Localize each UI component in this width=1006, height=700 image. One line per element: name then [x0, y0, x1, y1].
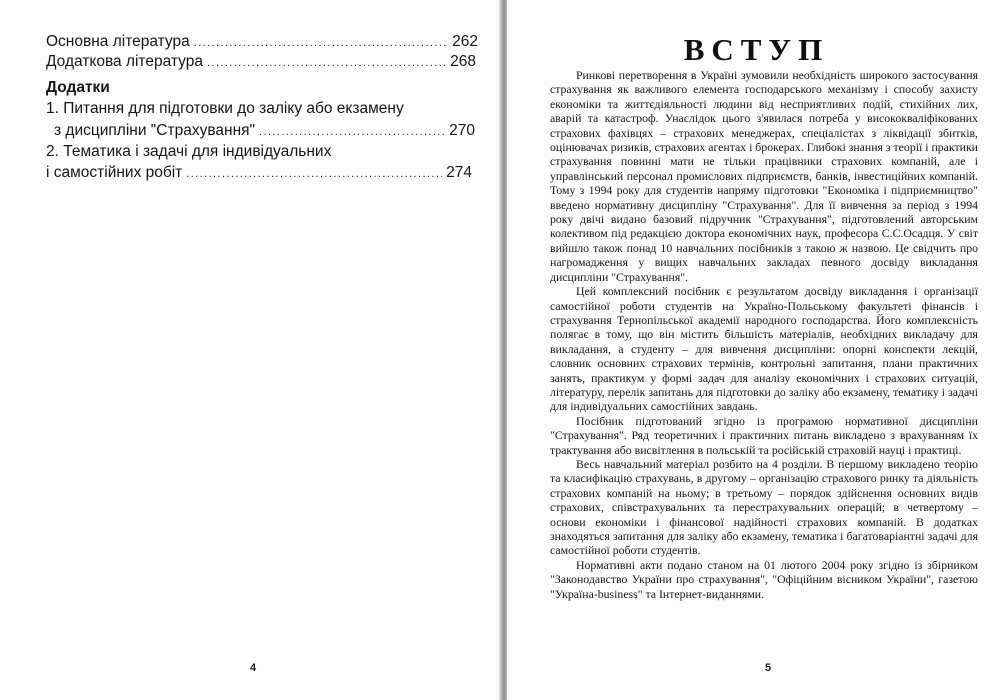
paragraph: Цей комплексний посібник є результатом досвіду викладання і організації самостійної роботи студентів на Україно-Польському факультеті фінансів і страхування Тернопільської академії народного господарства. Його комплексність полягає в тому, що він містить більшість матеріалів, необхідних викладачу для викладання, а студенту – для вивчення дисципліни: опорні конспекти лекцій, словник основних страхових термінів, контрольні запитання, плани практичних занять, практикум у формі задач для аналізу економічних і страхових ситуацій, літературу, перелік запитань для підготовки до заліку або екзамену, тематику і задачі для індивідуальних самостійних завдань. [550, 284, 978, 414]
toc-appendix-1-line1: 1. Питання для підготовки до заліку або екзамену [46, 100, 404, 117]
toc-entry-main-literature [46, 32, 478, 53]
left-page-number: 4 [250, 662, 257, 674]
toc-appendix-heading: Додатки [46, 79, 110, 96]
toc-entry-label: Основна література [46, 33, 190, 50]
toc-dot-leader [194, 33, 448, 53]
page-title: ВСТУП [683, 32, 830, 67]
toc-entry-page: 268 [450, 53, 476, 70]
toc-appendix-1 [54, 121, 475, 142]
toc-entry-label: Додаткова література [46, 53, 203, 70]
toc-entry-label: і самостійних робіт [46, 164, 183, 181]
toc-appendix-2-line1: 2. Тематика і задачі для індивідуальних [46, 143, 332, 160]
toc-entry-additional-literature [46, 52, 476, 73]
paragraph: Ринкові перетворення в Україні зумовили необхідність широкого застосування страхування як важливого елемента господарського механізму і способу захисту економіки та життєдіяльності людини від несприятливих подій, стихійних лих, аварій та катастроф. Унаслідок цього з'явилася потреба у висококваліфікованих страхових фахівцях – страхових менеджерах, спеціалістах з ліквідації збитків, оцінювачах ризиків, страхових агентах і брокерах. Глибокі знання з теорії і практики страхування повинні мати не тільки працівники страхових компаній, але і управлінський персонал промислових підприємств, банків, інвестиційних компаній. Тому з 1994 року для студентів напряму підготовки "Економіка і підприємництво" введено нормативну дисципліну "Страхування". Для її вивчення за період з 1994 року двічі видано базовий підручник "Страхування", підготовлений авторським колективом під редакцією доктора економічних наук, професора С.С.Осадця. У світ вийшло також понад 10 навчальних посібників з такою ж назвою. Це свідчить про нагромадження у вищих навчальних закладах певного досвіду викладання дисципліни "Страхування". [550, 68, 978, 284]
paragraph: Весь навчальний матеріал розбито на 4 розділи. В першому викладено теорію та класифікацію страхувань, в другому – організацію страхового ринку та діяльність страхових компаній на ньому; в третьому – порядок здійснення основних видів страхових, співстрахувальних та перестрахувальних операцій; в четвертому – основи економіки і фінансової надійності страхових компаній. В додатках знаходяться запитання для заліку або екзамену, тематика і багатоваріантні задачі для самостійної роботи студентів. [550, 456, 978, 558]
toc-dot-leader [186, 164, 442, 184]
toc-dot-leader [207, 53, 446, 73]
toc-dot-leader [259, 122, 445, 142]
right-page-number: 5 [765, 662, 772, 674]
paragraph: Нормативні акти подано станом на 01 лютого 2004 року згідно із збірником "Законодавство України про страхування", "Офіційним вісником України", газетою "Україна-business" та Інтернет-виданнями. [550, 557, 978, 601]
toc-entry-label: з дисципліни "Страхування" [54, 122, 256, 139]
toc-entry-page: 262 [452, 33, 478, 50]
toc-entry-page: 270 [449, 122, 475, 139]
left-page [0, 0, 501, 700]
paragraph: Посібник підготований згідно із програмою нормативної дисципліни "Страхування". Ряд теоретичних і практичних питань викладено з врахуванням їх трактування або висвітлення в польській та російській страховій науці і практиці. [550, 413, 978, 457]
right-page [507, 0, 1006, 700]
toc-entry-page: 274 [446, 164, 472, 181]
toc-appendix-2 [46, 163, 472, 184]
introduction-text [550, 68, 978, 601]
